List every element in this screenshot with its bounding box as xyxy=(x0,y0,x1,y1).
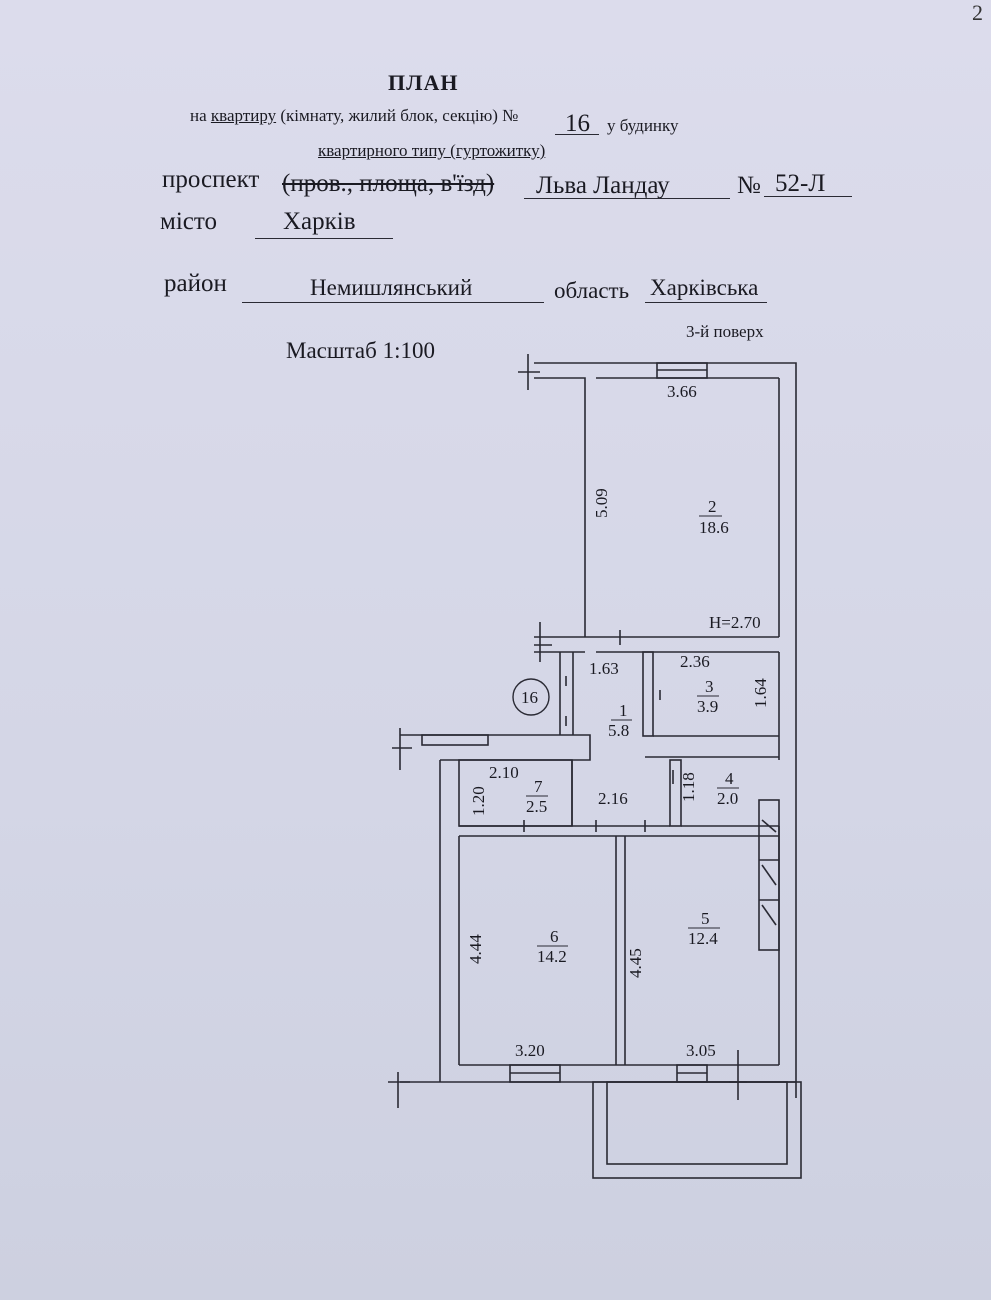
room-4-length: 1.18 xyxy=(679,772,698,802)
district-value: Немишлянський xyxy=(310,275,473,300)
room-2-area: 18.6 xyxy=(699,518,729,537)
street-name: Льва Ландау xyxy=(536,172,670,199)
room-3-id: 3 xyxy=(705,677,714,696)
room-5-length: 4.45 xyxy=(626,948,645,978)
room-5-id: 5 xyxy=(701,909,710,928)
room-3-width: 2.36 xyxy=(680,652,710,671)
ceiling-height: H=2.70 xyxy=(709,613,761,632)
building-suffix: у будинку xyxy=(607,116,679,135)
room-7-length: 1.20 xyxy=(469,786,488,816)
room-6-width: 3.20 xyxy=(515,1041,545,1060)
room-6-length: 4.44 xyxy=(466,934,485,964)
room-7-width: 2.10 xyxy=(489,763,519,782)
number-label: № xyxy=(737,172,761,199)
scale-label: Масштаб 1:100 xyxy=(286,338,435,363)
plan-walls xyxy=(388,354,801,1178)
street-type-struck: (пров., площа, в'їзд) xyxy=(282,170,495,197)
floor-label: 3-й поверх xyxy=(686,322,764,341)
room-5-width: 3.05 xyxy=(686,1041,716,1060)
room-1-area: 5.8 xyxy=(608,721,630,740)
apartment-number: 16 xyxy=(565,110,590,137)
room-1-width: 1.63 xyxy=(589,659,619,678)
apartment-type-underlined: квартиру xyxy=(210,106,277,125)
region-label: область xyxy=(554,278,630,303)
plan-title: ПЛАН xyxy=(388,70,459,95)
room-5-area: 12.4 xyxy=(688,929,718,948)
room-3-length: 1.64 xyxy=(751,678,770,708)
room-1-id: 1 xyxy=(619,701,628,720)
room-7-area: 2.5 xyxy=(526,797,548,816)
room-2-width: 3.66 xyxy=(667,382,697,401)
hall-width: 2.16 xyxy=(598,789,628,808)
district-label: район xyxy=(164,270,227,297)
city-label: місто xyxy=(160,208,217,235)
region-value: Харківська xyxy=(650,275,759,300)
city-value: Харків xyxy=(283,208,356,235)
house-number: 52-Л xyxy=(775,170,826,197)
apartment-line: на квартиру (кімнату, жилий блок, секцію) № xyxy=(190,106,519,125)
room-6-id: 6 xyxy=(550,927,559,946)
room-6-area: 14.2 xyxy=(537,947,567,966)
room-4-id: 4 xyxy=(725,769,734,788)
building-type: квартирного типу (гуртожитку) xyxy=(318,141,546,160)
room-2-id: 2 xyxy=(708,497,717,516)
room-7-id: 7 xyxy=(534,777,543,796)
room-4-area: 2.0 xyxy=(717,789,739,808)
corner-mark: 2 xyxy=(972,0,983,25)
street-type-label: проспект xyxy=(162,166,260,193)
apartment-marker: 16 xyxy=(521,688,538,707)
room-2-length: 5.09 xyxy=(592,488,611,518)
room-3-area: 3.9 xyxy=(697,697,719,716)
